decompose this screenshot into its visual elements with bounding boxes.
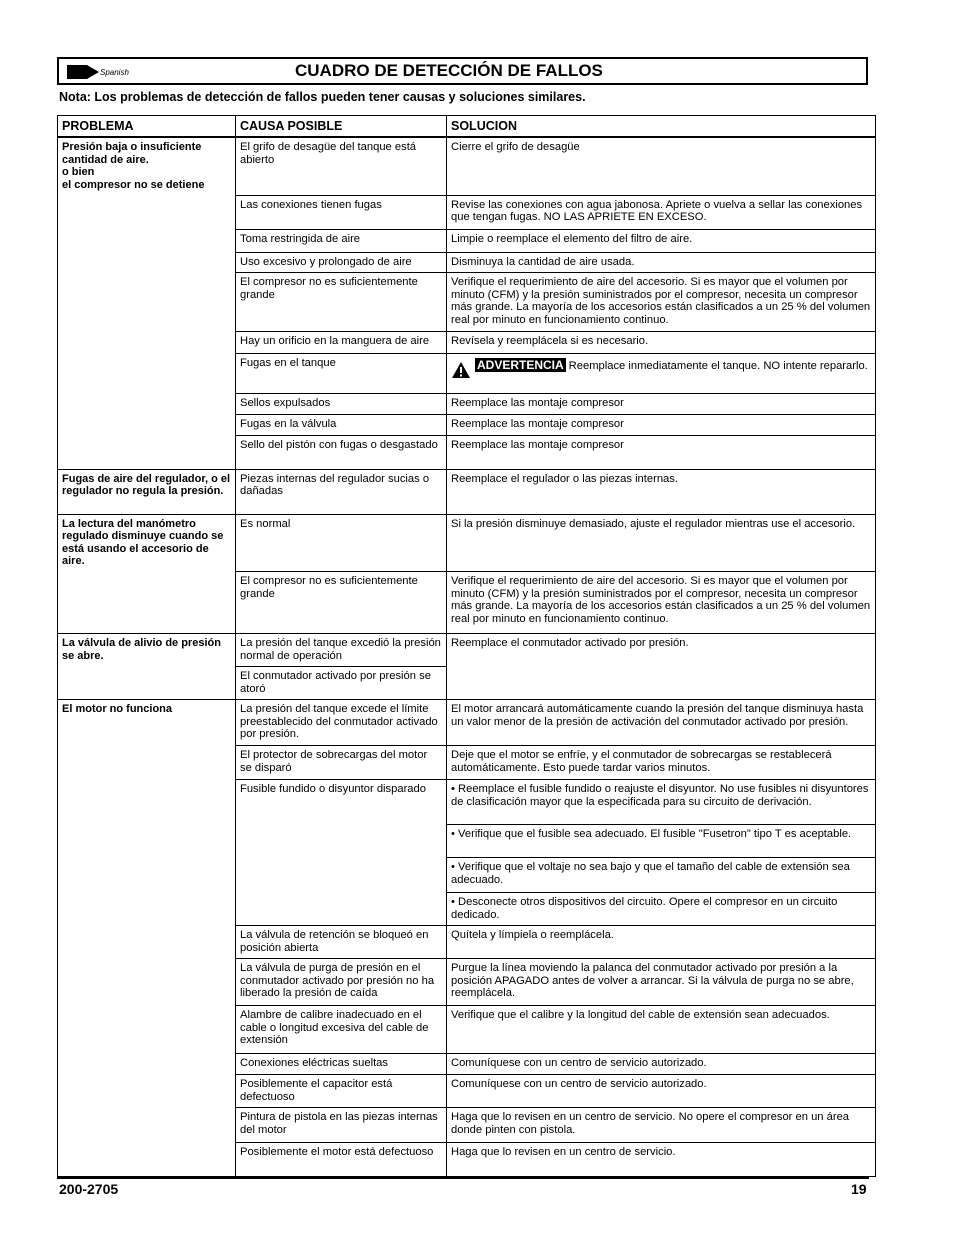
- solution-cell: Purgue la línea moviendo la palanca del conmutador activado por presión a la posición APAGADO antes de volver a arrancar. Si la válvula de purga no se abre, reemplácela.: [447, 959, 876, 1006]
- cause-cell: Fugas en la válvula: [236, 415, 447, 436]
- table-row: [58, 332, 876, 354]
- language-label: Spanish: [100, 67, 129, 77]
- solution-cell: Revísela y reemplácela si es necesario.: [447, 332, 876, 354]
- problem-cell-continued: [58, 1054, 236, 1075]
- warning-text: [475, 357, 868, 375]
- cause-cell: Fugas en el tanque: [236, 354, 447, 394]
- problem-cell-continued: [58, 415, 236, 436]
- warning-triangle-icon: [451, 361, 471, 379]
- problem-cell-continued: [58, 667, 236, 700]
- table-row: [58, 926, 876, 959]
- problem-cell: La válvula de alivio de presión se abre.: [58, 634, 236, 667]
- table-row: [58, 959, 876, 1006]
- cause-cell: Uso excesivo y prolongado de aire: [236, 252, 447, 273]
- cause-cell: La presión del tanque excedió la presión normal de operación: [236, 634, 447, 667]
- problem-cell-continued: [58, 1108, 236, 1143]
- cause-cell: El compresor no es suficientemente grande: [236, 273, 447, 332]
- problem-cell-continued: [58, 229, 236, 252]
- footer-divider: [57, 1177, 869, 1179]
- language-tag: [65, 65, 129, 79]
- solution-cell: Reemplace el conmutador activado por presión.: [447, 634, 876, 700]
- column-header-solution: SOLUCION: [447, 116, 876, 138]
- table-row: [58, 1054, 876, 1075]
- solution-cell: Revise las conexiones con agua jabonosa. Apriete o vuelva a sellar las conexiones que tengan fugas. NO LAS APRIETE EN EXCESO.: [447, 195, 876, 229]
- table-row: [58, 1006, 876, 1054]
- solution-cell: • Desconecte otros dispositivos del circuito. Opere el compresor en un circuito dedicado.: [447, 893, 876, 926]
- cause-cell: Pintura de pistola en las piezas internas del motor: [236, 1108, 447, 1143]
- cause-cell: El protector de sobrecargas del motor se disparó: [236, 746, 447, 780]
- problem-cell-continued: [58, 746, 236, 780]
- problem-cell: Fugas de aire del regulador, o el regulador no regula la presión.: [58, 469, 236, 514]
- problem-cell: El motor no funciona: [58, 700, 236, 746]
- solution-cell: Comuníquese con un centro de servicio autorizado.: [447, 1054, 876, 1075]
- troubleshooting-table: [57, 115, 876, 1177]
- table-row: [58, 273, 876, 332]
- column-header-cause: CAUSA POSIBLE: [236, 116, 447, 138]
- table-row: [58, 780, 876, 825]
- table-row: [58, 634, 876, 667]
- problem-cell-continued: [58, 893, 236, 926]
- problem-cell-continued: [58, 1006, 236, 1054]
- cause-cell: Hay un orificio en la manguera de aire: [236, 332, 447, 354]
- solution-cell: Reemplace las montaje compresor: [447, 435, 876, 469]
- cause-cell: La válvula de retención se bloqueó en posición abierta: [236, 926, 447, 959]
- solution-cell: Disminuya la cantidad de aire usada.: [447, 252, 876, 273]
- problem-cell-continued: [58, 252, 236, 273]
- warning-solution-text: Reemplace inmediatamente el tanque. NO intente repararlo.: [568, 360, 868, 372]
- solution-cell: Comuníquese con un centro de servicio autorizado.: [447, 1075, 876, 1108]
- solution-cell: Si la presión disminuye demasiado, ajuste el regulador mientras use el accesorio.: [447, 514, 876, 572]
- problem-cell-continued: [58, 858, 236, 893]
- problem-cell-continued: [58, 926, 236, 959]
- table-row: [58, 1075, 876, 1108]
- table-row: [58, 415, 876, 436]
- solution-cell: Reemplace el regulador o las piezas internas.: [447, 469, 876, 514]
- table-row: [58, 394, 876, 415]
- table-row: [58, 893, 876, 926]
- solution-cell: Deje que el motor se enfríe, y el conmutador de sobrecargas se restablecerá automáticamente. Esto puede tardar varios minutos.: [447, 746, 876, 780]
- solution-cell: El motor arrancará automáticamente cuando la presión del tanque disminuya hasta un valor menor de la presión de activación del conmutador activado por presión.: [447, 700, 876, 746]
- table-row: [58, 1108, 876, 1143]
- solution-cell: • Verifique que el fusible sea adecuado. El fusible "Fusetron" tipo T es aceptable.: [447, 825, 876, 858]
- solution-cell: Verifique que el calibre y la longitud del cable de extensión sean adecuados.: [447, 1006, 876, 1054]
- problem-cell: Presión baja o insuficiente cantidad de aire. o bien el compresor no se detiene: [58, 137, 236, 195]
- language-tab-icon: [65, 65, 99, 79]
- table-row: [58, 195, 876, 229]
- cause-cell: Toma restringida de aire: [236, 229, 447, 252]
- table-row: [58, 1143, 876, 1177]
- cause-cell: Posiblemente el capacitor está defectuoso: [236, 1075, 447, 1108]
- cause-cell: El conmutador activado por presión se atoró: [236, 667, 447, 700]
- table-row: [58, 825, 876, 858]
- note-text: Nota: Los problemas de detección de fallos pueden tener causas y soluciones similares.: [59, 90, 586, 104]
- table-row: [58, 435, 876, 469]
- solution-cell: • Reemplace el fusible fundido o reajuste el disyuntor. No use fusibles ni disyuntores de clasificación mayor que la especificada para su circuito de derivación.: [447, 780, 876, 825]
- cause-cell: Es normal: [236, 514, 447, 572]
- problem-cell: La lectura del manómetro regulado disminuye cuando se está usando el accesorio de aire.: [58, 514, 236, 572]
- table-row: [58, 469, 876, 514]
- table-row: [58, 137, 876, 195]
- cause-cell: Alambre de calibre inadecuado en el cable o longitud excesiva del cable de extensión: [236, 1006, 447, 1054]
- warning-badge: ADVERTENCIA: [477, 358, 564, 372]
- page-title: CUADRO DE DETECCIÓN DE FALLOS: [295, 61, 603, 80]
- cause-cell: Sello del pistón con fugas o desgastado: [236, 435, 447, 469]
- solution-cell: Verifique el requerimiento de aire del accesorio. Si es mayor que el volumen por minuto (CFM) y la presión suministrados por el compresor, necesita un compresor más grande. La mayoría de los accesorios están clasificados a un 25 % del volumen real por minuto en funcionamiento continuo.: [447, 273, 876, 332]
- solution-cell: • Verifique que el voltaje no sea bajo y que el tamaño del cable de extensión sea adecuado.: [447, 858, 876, 893]
- table-header-row: [58, 116, 876, 138]
- table-row: [58, 229, 876, 252]
- table-row: [58, 572, 876, 634]
- table-row: [58, 354, 876, 394]
- document-number: 200-2705: [59, 1181, 119, 1197]
- cause-cell: Fusible fundido o disyuntor disparado: [236, 780, 447, 926]
- solution-cell: Cierre el grifo de desagüe: [447, 137, 876, 195]
- problem-cell-continued: [58, 572, 236, 634]
- problem-cell-continued: [58, 435, 236, 469]
- solution-cell: Verifique el requerimiento de aire del accesorio. Si es mayor que el volumen por minuto (CFM) y la presión suministrados por el compresor, necesita un compresor más grande. La mayoría de los accesorios están clasificados a un 25 % del volumen real por minuto en funcionamiento continuo.: [447, 572, 876, 634]
- warning-notice: [451, 357, 871, 379]
- cause-cell: El compresor no es suficientemente grande: [236, 572, 447, 634]
- cause-cell: Sellos expulsados: [236, 394, 447, 415]
- cause-cell: Conexiones eléctricas sueltas: [236, 1054, 447, 1075]
- problem-cell-continued: [58, 273, 236, 332]
- column-header-problem: PROBLEMA: [58, 116, 236, 138]
- problem-cell-continued: [58, 195, 236, 229]
- page-number: 19: [851, 1181, 867, 1197]
- problem-cell-continued: [58, 394, 236, 415]
- problem-cell-continued: [58, 780, 236, 825]
- table-row: [58, 858, 876, 893]
- cause-cell: El grifo de desagüe del tanque está abierto: [236, 137, 447, 195]
- problem-cell-continued: [58, 332, 236, 354]
- cause-cell: Posiblemente el motor está defectuoso: [236, 1143, 447, 1177]
- solution-cell: Haga que lo revisen en un centro de servicio.: [447, 1143, 876, 1177]
- problem-cell-continued: [58, 354, 236, 394]
- table-row: [58, 700, 876, 746]
- table-row: [58, 514, 876, 572]
- cause-cell: La presión del tanque excede el límite preestablecido del conmutador activado por presión.: [236, 700, 447, 746]
- table-body: [58, 137, 876, 1177]
- problem-cell-continued: [58, 959, 236, 1006]
- solution-cell: Reemplace las montaje compresor: [447, 394, 876, 415]
- problem-cell-continued: [58, 825, 236, 858]
- table-row: [58, 746, 876, 780]
- solution-cell: Quítela y límpiela o reemplácela.: [447, 926, 876, 959]
- page-header: [57, 57, 868, 85]
- solution-cell: [447, 354, 876, 394]
- table-row: [58, 252, 876, 273]
- cause-cell: Las conexiones tienen fugas: [236, 195, 447, 229]
- solution-cell: Limpie o reemplace el elemento del filtro de aire.: [447, 229, 876, 252]
- cause-cell: La válvula de purga de presión en el conmutador activado por presión no ha liberado la presión de caída: [236, 959, 447, 1006]
- problem-cell-continued: [58, 1143, 236, 1177]
- cause-cell: Piezas internas del regulador sucias o dañadas: [236, 469, 447, 514]
- solution-cell: Reemplace las montaje compresor: [447, 415, 876, 436]
- solution-cell: Haga que lo revisen en un centro de servicio. No opere el compresor en un área donde pinten con pistola.: [447, 1108, 876, 1143]
- problem-cell-continued: [58, 1075, 236, 1108]
